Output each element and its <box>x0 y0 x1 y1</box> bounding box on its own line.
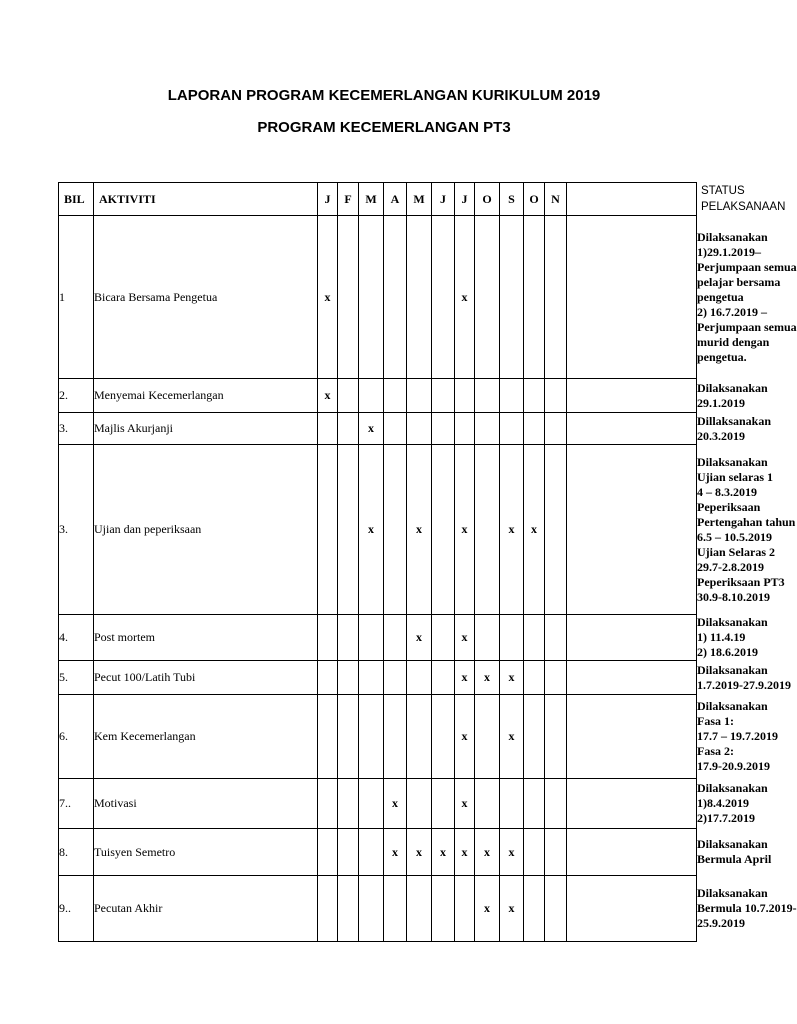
month-mark-cell <box>524 829 545 876</box>
header-month: O <box>524 183 545 216</box>
row-bil: 3. <box>59 445 94 615</box>
month-mark-cell <box>338 445 359 615</box>
month-mark-cell <box>545 445 567 615</box>
month-mark-cell <box>475 779 500 829</box>
month-mark-cell: x <box>500 445 524 615</box>
month-mark-cell: x <box>407 829 432 876</box>
month-mark-cell <box>524 779 545 829</box>
program-table <box>58 182 797 942</box>
month-mark-cell <box>500 216 524 379</box>
row-aktiviti: Post mortem <box>94 615 318 661</box>
header-month: N <box>545 183 567 216</box>
month-mark-cell: x <box>475 829 500 876</box>
month-mark-cell <box>384 695 407 779</box>
month-mark-cell: x <box>407 615 432 661</box>
header-month: J <box>455 183 475 216</box>
month-mark-cell <box>524 379 545 413</box>
row-aktiviti: Ujian dan peperiksaan <box>94 445 318 615</box>
table-row: 4. Post mortem x x Dilaksanakan 1) 11.4.19 2) 18.6.2019 <box>59 615 768 659</box>
month-mark-cell: x <box>407 445 432 615</box>
row-bil: 3. <box>59 413 94 445</box>
header-month: F <box>338 183 359 216</box>
header-aktiviti: AKTIVITI <box>94 183 318 216</box>
month-mark-cell <box>407 379 432 413</box>
month-mark-cell: x <box>524 445 545 615</box>
header-month: J <box>432 183 455 216</box>
row-aktiviti: Bicara Bersama Pengetua <box>94 216 318 379</box>
month-mark-cell <box>432 379 455 413</box>
header-month: M <box>359 183 384 216</box>
row-bil: 1 <box>59 216 94 379</box>
month-mark-cell <box>318 661 338 695</box>
month-mark-cell <box>318 445 338 615</box>
month-mark-cell: x <box>455 216 475 379</box>
month-mark-cell <box>359 615 384 661</box>
row-bil: 9.. <box>59 876 94 942</box>
month-mark-cell: x <box>384 829 407 876</box>
row-aktiviti: Menyemai Kecemerlangan <box>94 379 318 413</box>
row-bil: 5. <box>59 661 94 695</box>
month-mark-cell <box>407 779 432 829</box>
month-mark-cell: x <box>318 379 338 413</box>
month-mark-cell <box>318 695 338 779</box>
spacer-cell <box>567 829 697 876</box>
month-mark-cell <box>432 876 455 942</box>
table-row: 7.. Motivasi x x Dilaksanakan 1)8.4.2019 2)17.7.2019 <box>59 779 697 829</box>
month-mark-cell <box>545 829 567 876</box>
month-mark-cell <box>359 216 384 379</box>
month-mark-cell <box>407 695 432 779</box>
month-mark-cell <box>475 379 500 413</box>
month-mark-cell <box>432 216 455 379</box>
month-mark-cell <box>545 876 567 942</box>
month-mark-cell <box>338 413 359 445</box>
report-title: LAPORAN PROGRAM KECEMERLANGAN KURIKULUM 2019 <box>167 87 601 104</box>
month-mark-cell <box>407 413 432 445</box>
header-spacer <box>567 183 697 216</box>
month-mark-cell <box>455 413 475 445</box>
month-mark-cell <box>338 615 359 661</box>
month-mark-cell <box>318 829 338 876</box>
table-header-row: BIL AKTIVITI J F M A M J J O S O N STATUS PELAKSANAAN <box>59 183 697 216</box>
month-mark-cell <box>524 661 545 695</box>
header-month: J <box>318 183 338 216</box>
month-mark-cell <box>524 615 545 661</box>
month-mark-cell <box>407 216 432 379</box>
month-mark-cell <box>545 661 567 695</box>
row-aktiviti: Pecutan Akhir <box>94 876 318 942</box>
month-mark-cell <box>407 661 432 695</box>
month-mark-cell <box>359 829 384 876</box>
month-mark-cell <box>475 413 500 445</box>
month-mark-cell: x <box>475 661 500 695</box>
month-mark-cell <box>338 829 359 876</box>
month-mark-cell <box>524 413 545 445</box>
header-month: M <box>407 183 432 216</box>
month-mark-cell <box>359 661 384 695</box>
row-aktiviti: Majlis Akurjanji <box>94 413 318 445</box>
month-mark-cell <box>318 876 338 942</box>
month-mark-cell <box>545 413 567 445</box>
month-mark-cell <box>359 876 384 942</box>
row-bil: 8. <box>59 829 94 876</box>
month-mark-cell <box>545 695 567 779</box>
month-mark-cell: x <box>455 445 475 615</box>
month-mark-cell <box>524 216 545 379</box>
month-mark-cell <box>338 876 359 942</box>
month-mark-cell <box>384 379 407 413</box>
month-mark-cell <box>524 695 545 779</box>
row-bil: 4. <box>59 615 94 661</box>
month-mark-cell: x <box>475 876 500 942</box>
month-mark-cell <box>338 695 359 779</box>
report-subtitle: PROGRAM KECEMERLANGAN PT3 <box>257 119 511 136</box>
month-mark-cell <box>384 661 407 695</box>
header-bil: BIL <box>59 183 94 216</box>
month-mark-cell: x <box>359 413 384 445</box>
month-mark-cell: x <box>384 779 407 829</box>
month-mark-cell: x <box>455 615 475 661</box>
month-mark-cell <box>545 779 567 829</box>
month-mark-cell <box>545 216 567 379</box>
month-mark-cell <box>475 615 500 661</box>
month-mark-cell: x <box>455 661 475 695</box>
spacer-cell <box>567 445 697 615</box>
month-mark-cell <box>545 615 567 661</box>
month-mark-cell <box>432 695 455 779</box>
month-mark-cell: x <box>455 829 475 876</box>
month-mark-cell <box>318 615 338 661</box>
month-mark-cell: x <box>359 445 384 615</box>
month-mark-cell <box>524 876 545 942</box>
month-mark-cell <box>500 615 524 661</box>
table-row: 2. Menyemai Kecemerlangan x Dilaksanakan 29.1.2019 <box>59 379 697 413</box>
row-aktiviti: Pecut 100/Latih Tubi <box>94 661 318 695</box>
spacer-cell <box>567 216 697 379</box>
row-aktiviti: Kem Kecemerlangan <box>94 695 318 779</box>
table-row: 8. Tuisyen Semetro x x x x x x Dilaksanakan Bermula April <box>59 829 697 876</box>
month-mark-cell: x <box>500 695 524 779</box>
month-mark-cell <box>500 413 524 445</box>
month-mark-cell <box>432 413 455 445</box>
month-mark-cell: x <box>318 216 338 379</box>
month-mark-cell <box>384 413 407 445</box>
month-mark-cell <box>407 876 432 942</box>
spacer-cell <box>567 661 697 695</box>
row-aktiviti: Tuisyen Semetro <box>94 829 318 876</box>
month-mark-cell <box>455 876 475 942</box>
month-mark-cell: x <box>455 695 475 779</box>
row-aktiviti: Motivasi <box>94 779 318 829</box>
table-row: 3. Majlis Akurjanji x Dillaksanakan 20.3.2019 <box>59 413 772 443</box>
month-mark-cell <box>475 695 500 779</box>
table-row: 1 Bicara Bersama Pengetua x x Dilaksanakan 1)29.1.2019– Perjumpaan semua pelajar bersama pengetua 2) 16.7.2019 – Perjumpaan semua murid dengan pengetua. <box>59 216 697 379</box>
month-mark-cell <box>318 779 338 829</box>
spacer-cell <box>567 615 697 661</box>
month-mark-cell: x <box>432 829 455 876</box>
month-mark-cell: x <box>500 661 524 695</box>
row-bil: 2. <box>59 379 94 413</box>
month-mark-cell <box>338 661 359 695</box>
month-mark-cell <box>475 216 500 379</box>
month-mark-cell <box>500 779 524 829</box>
month-mark-cell <box>359 379 384 413</box>
month-mark-cell <box>359 779 384 829</box>
header-month: A <box>384 183 407 216</box>
month-mark-cell <box>455 379 475 413</box>
table-row: 6. Kem Kecemerlangan x x Dilaksanakan Fasa 1: 17.7 – 19.7.2019 Fasa 2: 17.9-20.9.2019 <box>59 695 697 779</box>
header-month: S <box>500 183 524 216</box>
month-mark-cell: x <box>455 779 475 829</box>
table-row: 9.. Pecutan Akhir x x Dilaksanakan Bermula 10.7.2019- 25.9.2019 <box>59 876 697 942</box>
spacer-cell <box>567 876 697 942</box>
month-mark-cell <box>384 615 407 661</box>
month-mark-cell <box>432 615 455 661</box>
month-mark-cell <box>338 379 359 413</box>
month-mark-cell <box>384 876 407 942</box>
table-row: 5. Pecut 100/Latih Tubi x x x Dilaksanakan 1.7.2019-27.9.2019 <box>59 661 697 695</box>
month-mark-cell <box>432 445 455 615</box>
month-mark-cell: x <box>500 829 524 876</box>
month-mark-cell <box>475 445 500 615</box>
month-mark-cell <box>432 779 455 829</box>
spacer-cell <box>567 695 697 779</box>
row-bil: 7.. <box>59 779 94 829</box>
table-row: 3. Ujian dan peperiksaan x x x x x Dilaksanakan Ujian selaras 1 4 – 8.3.2019 Peperiksaan Pertengahan tahun 6.5 – 10.5.2019 Ujian Selaras 2 29.7-2.8.2019 Peperiksaan PT3 30.9-8.10.2019 <box>59 445 697 615</box>
month-mark-cell <box>359 695 384 779</box>
month-mark-cell <box>338 779 359 829</box>
month-mark-cell <box>318 413 338 445</box>
month-mark-cell <box>545 379 567 413</box>
header-month: O <box>475 183 500 216</box>
month-mark-cell <box>384 216 407 379</box>
spacer-cell <box>567 413 697 445</box>
month-mark-cell <box>338 216 359 379</box>
month-mark-cell: x <box>500 876 524 942</box>
spacer-cell <box>567 379 697 413</box>
month-mark-cell <box>500 379 524 413</box>
month-mark-cell <box>384 445 407 615</box>
month-mark-cell <box>432 661 455 695</box>
row-bil: 6. <box>59 695 94 779</box>
spacer-cell <box>567 779 697 829</box>
